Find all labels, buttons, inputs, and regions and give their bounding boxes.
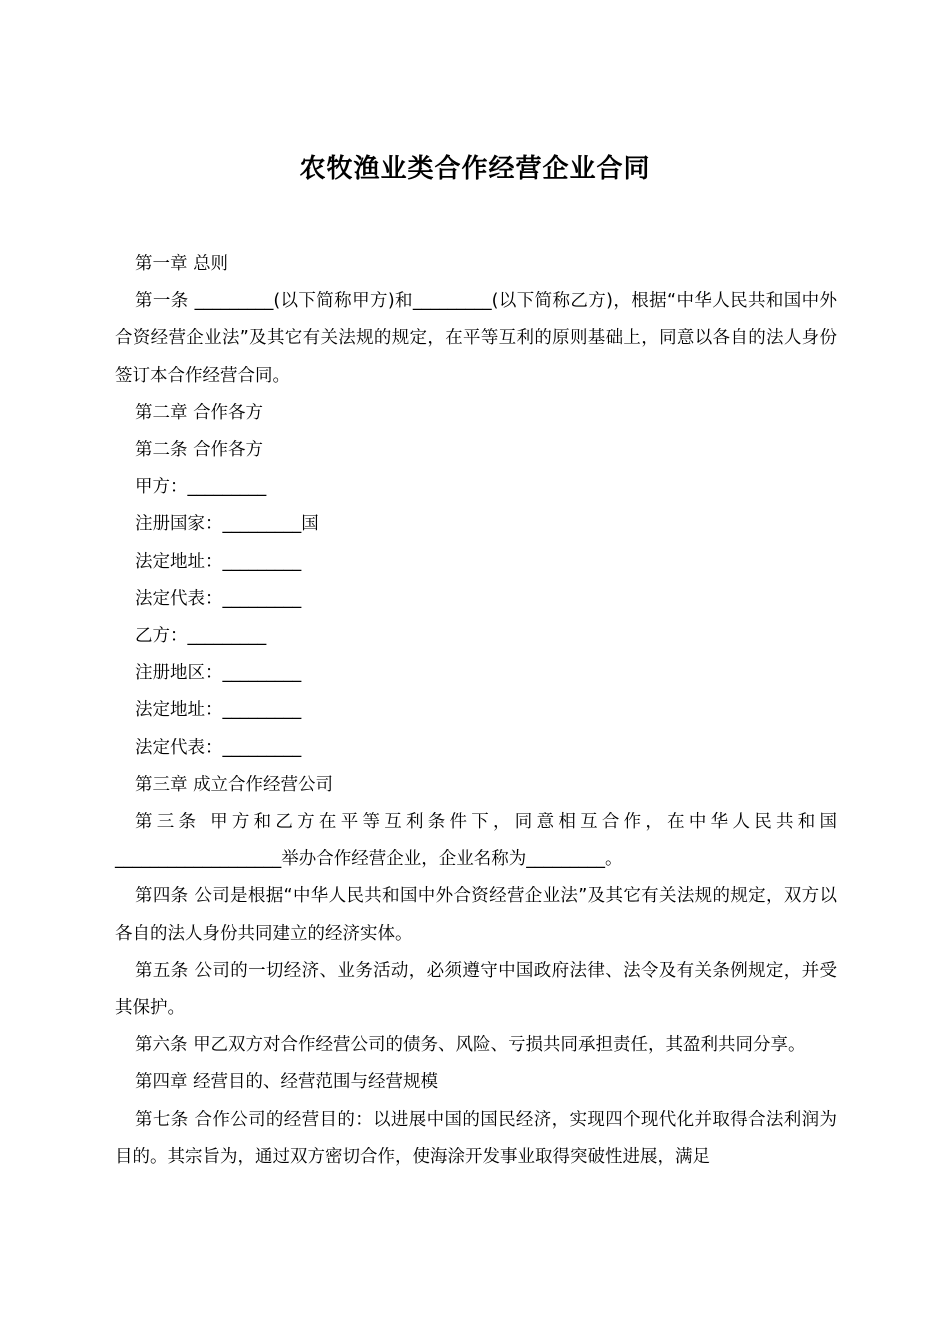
form-field-line: 乙方：_________ bbox=[135, 626, 267, 647]
article-paragraph: 第三条 甲方和乙方在平等互利条件下，同意相互合作，在中华人民共和国___________________举办合作经营企业，企业名称为_________。 bbox=[115, 812, 837, 870]
chapter-heading: 第一章 总则 bbox=[135, 254, 229, 274]
document-title: 农牧渔业类合作经营企业合同 bbox=[299, 154, 651, 185]
form-field-line: 甲方：_________ bbox=[135, 477, 267, 498]
form-field-line: 法定代表：_________ bbox=[135, 737, 302, 758]
article-paragraph: 第七条 合作公司的经营目的：以进展中国的国民经济，实现四个现代化并取得合法利润为目的。其宗旨为，通过双方密切合作，使海涂开发事业取得突破性进展，满足 bbox=[115, 1109, 837, 1167]
form-field-line: 法定地址：_________ bbox=[135, 551, 302, 572]
document-body bbox=[115, 246, 837, 1176]
article-paragraph: 第一条 _________(以下简称甲方)和_________(以下简称乙方)，根据“中华人民共和国中外合资经营企业法”及其它有关法规的规定，在平等互利的原则基础上，同意以各自的法人身份签订本合作经营合同。 bbox=[115, 291, 837, 386]
form-field-line: 注册国家：_________国 bbox=[135, 514, 319, 535]
article-paragraph: 第六条 甲乙双方对合作经营公司的债务、风险、亏损共同承担责任，其盈利共同分享。 bbox=[135, 1035, 806, 1056]
article-paragraph: 第四条 公司是根据“中华人民共和国中外合资经营企业法”及其它有关法规的规定，双方以各自的法人身份共同建立的经济实体。 bbox=[115, 886, 837, 944]
chapter-heading: 第三章 成立合作经营公司 bbox=[135, 774, 334, 795]
chapter-heading: 第四章 经营目的、经营范围与经营规模 bbox=[135, 1072, 439, 1093]
article-paragraph: 第五条 公司的一切经济、业务活动，必须遵守中国政府法律、法令及有关条例规定，并受其保护。 bbox=[115, 960, 837, 1019]
form-field-line: 注册地区：_________ bbox=[135, 663, 302, 684]
article-heading: 第二条 合作各方 bbox=[135, 440, 264, 461]
form-field-line: 法定地址：_________ bbox=[135, 700, 302, 721]
chapter-heading: 第二章 合作各方 bbox=[135, 402, 264, 423]
form-field-line: 法定代表：_________ bbox=[135, 588, 302, 609]
